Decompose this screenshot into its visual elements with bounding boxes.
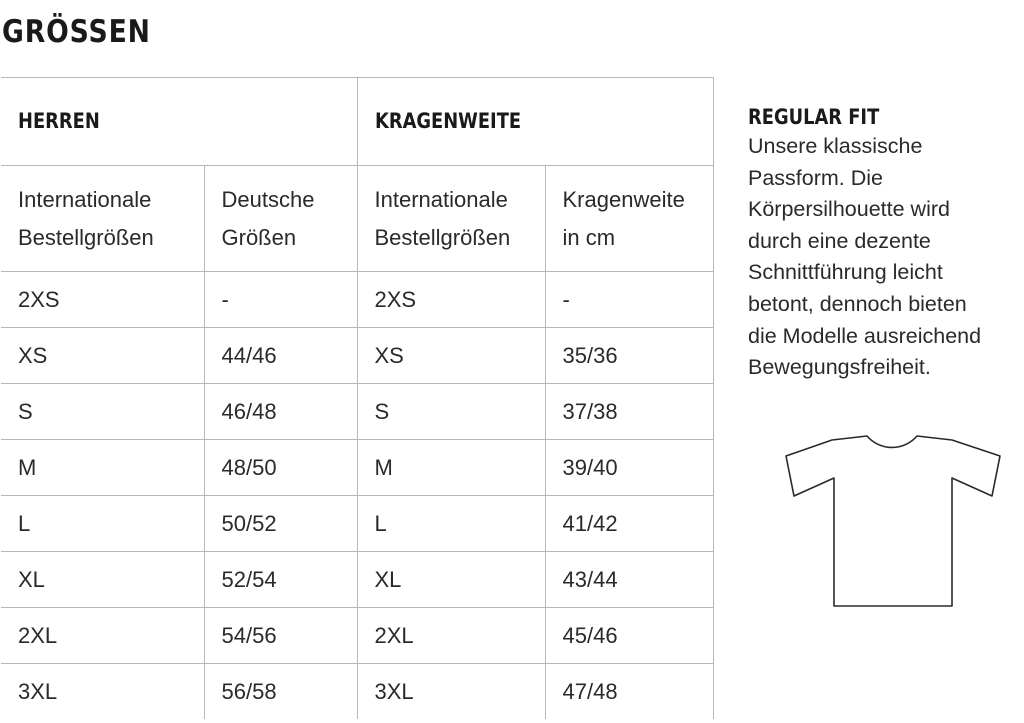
table-cell: L [1,496,204,552]
table-row [1,384,713,440]
size-table [1,77,714,719]
table-column-header-row [1,166,713,272]
table-cell: 52/54 [204,552,357,608]
table-cell: M [357,440,545,496]
table-cell: 3XL [357,664,545,720]
table-cell: 44/46 [204,328,357,384]
table-cell: 56/58 [204,664,357,720]
table-cell: 35/36 [545,328,713,384]
table-cell: - [204,272,357,328]
table-cell: 47/48 [545,664,713,720]
table-row [1,608,713,664]
table-cell: 45/46 [545,608,713,664]
table-row [1,272,713,328]
fit-title: REGULAR FIT [748,105,880,129]
table-cell: 37/38 [545,384,713,440]
table-cell: XL [1,552,204,608]
table-cell: 46/48 [204,384,357,440]
table-cell: 2XS [1,272,204,328]
table-cell: 39/40 [545,440,713,496]
table-cell: S [357,384,545,440]
group-header-herren: HERREN [1,78,357,166]
table-cell: XS [1,328,204,384]
column-header: Kragenweite in cm [545,166,713,272]
fit-text: Unsere klassische Passform. Die Körpersilhouette wird durch eine dezente Schnittführung leicht betont, dennoch bieten die Modelle ausreichend Bewegungsfreiheit. [748,134,982,380]
table-row [1,552,713,608]
table-cell: L [357,496,545,552]
table-row [1,328,713,384]
group-header-kragenweite: KRAGENWEITE [357,78,713,166]
fit-description [748,103,1024,384]
table-row [1,664,713,720]
table-cell: 2XL [1,608,204,664]
table-cell: 2XL [357,608,545,664]
column-header: Internationale Bestellgrößen [1,166,204,272]
table-group-header-row [1,78,713,166]
table-cell: 3XL [1,664,204,720]
page-title: GRÖSSEN [2,14,151,50]
table-cell: XS [357,328,545,384]
table-row [1,440,713,496]
table-cell: M [1,440,204,496]
table-cell: S [1,384,204,440]
table-cell: XL [357,552,545,608]
column-header: Deutsche Größen [204,166,357,272]
table-cell: 41/42 [545,496,713,552]
table-cell: 43/44 [545,552,713,608]
table-cell: - [545,272,713,328]
column-header: Internationale Bestellgrößen [357,166,545,272]
table-cell: 2XS [357,272,545,328]
table-row [1,496,713,552]
tshirt-icon [782,432,1002,610]
table-cell: 54/56 [204,608,357,664]
table-cell: 50/52 [204,496,357,552]
table-cell: 48/50 [204,440,357,496]
